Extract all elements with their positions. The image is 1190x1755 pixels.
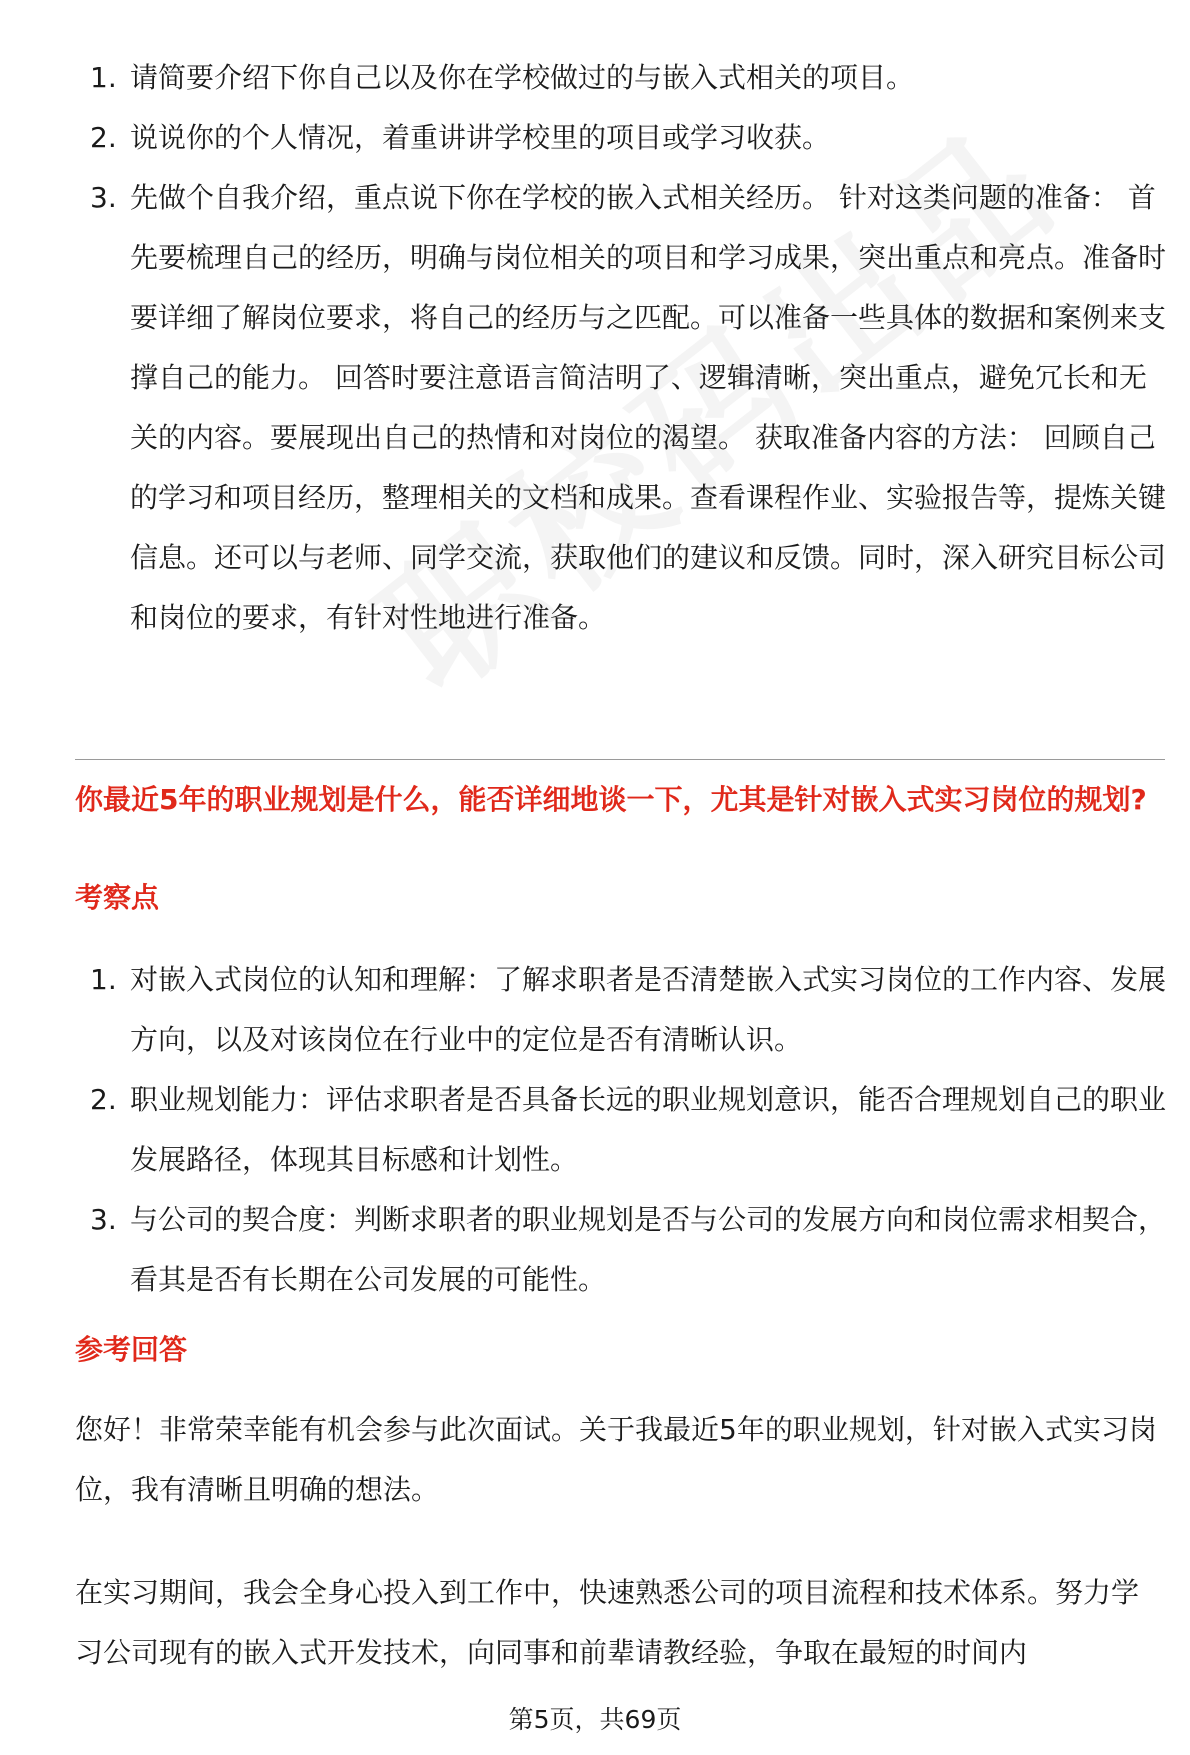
list-item-text: 职业规划能力：评估求职者是否具备长远的职业规划意识，能否合理规划自己的职业发展路径，体现其目标感和计划性。 <box>130 1083 1167 1176</box>
answer-paragraph: 您好！非常荣幸能有机会参与此次面试。关于我最近5年的职业规划，针对嵌入式实习岗位，我有清晰且明确的想法。 <box>75 1413 1157 1506</box>
page-number-footer: 第5页，共69页 <box>508 1705 682 1734</box>
list-item-text: 对嵌入式岗位的认知和理解：了解求职者是否清楚嵌入式实习岗位的工作内容、发展方向，以及对该岗位在行业中的定位是否有清晰认识。 <box>130 963 1167 1056</box>
list-item-number: 3. <box>90 1203 117 1236</box>
list-item-number: 2. <box>90 121 117 154</box>
list-item-number: 3. <box>90 181 117 214</box>
list-item-text: 与公司的契合度：判断求职者的职业规划是否与公司的发展方向和岗位需求相契合，看其是否有长期在公司发展的可能性。 <box>130 1203 1167 1296</box>
exam-points-list <box>75 950 1170 1310</box>
answer-paragraph: 在实习期间，我会全身心投入到工作中，快速熟悉公司的项目流程和技术体系。努力学习公司现有的嵌入式开发技术，向同事和前辈请教经验，争取在最短的时间内 <box>75 1576 1140 1669</box>
reference-answer-heading: 参考回答 <box>75 1333 188 1366</box>
list-item <box>75 950 1170 1070</box>
list-item <box>75 168 1170 648</box>
list-item-number: 2. <box>90 1083 117 1116</box>
list-item-number: 1. <box>90 61 117 94</box>
list-item <box>75 1070 1170 1190</box>
list-item <box>75 48 1170 108</box>
list-item <box>75 1190 1170 1310</box>
question-heading: 你最近5年的职业规划是什么，能否详细地谈一下，尤其是针对嵌入式实习岗位的规划? <box>75 783 1147 816</box>
list-item <box>75 108 1170 168</box>
list-item-text: 请简要介绍下你自己以及你在学校做过的与嵌入式相关的项目。 <box>130 61 915 94</box>
list-item-text: 先做个自我介绍，重点说下你在学校的嵌入式相关经历。 针对这类问题的准备： 首先要梳理自己的经历，明确与岗位相关的项目和学习成果，突出重点和亮点。准备时要详细了解岗位要求，将自己的经历与之匹配。可以准备一些具体的数据和案例来支撑自己的能力。 回答时要注意语言简洁明了、逻辑清晰，突出重点，避免冗长和无关的内容。要展现出自己的热情和对岗位的渴望。 获取准备内容的方法： 回顾自己的学习和项目经历，整理相关的文档和成果。查看课程作业、实验报告等，提炼关键信息。还可以与老师、同学交流，获取他们的建议和反馈。同时，深入研究目标公司和岗位的要求，有针对性地进行准备。 <box>130 181 1167 634</box>
exam-points-heading: 考察点 <box>75 881 160 914</box>
list-item-number: 1. <box>90 963 117 996</box>
list-item-text: 说说你的个人情况，着重讲讲学校里的项目或学习收获。 <box>130 121 831 154</box>
section-divider <box>75 759 1165 760</box>
top-question-list <box>75 48 1170 648</box>
